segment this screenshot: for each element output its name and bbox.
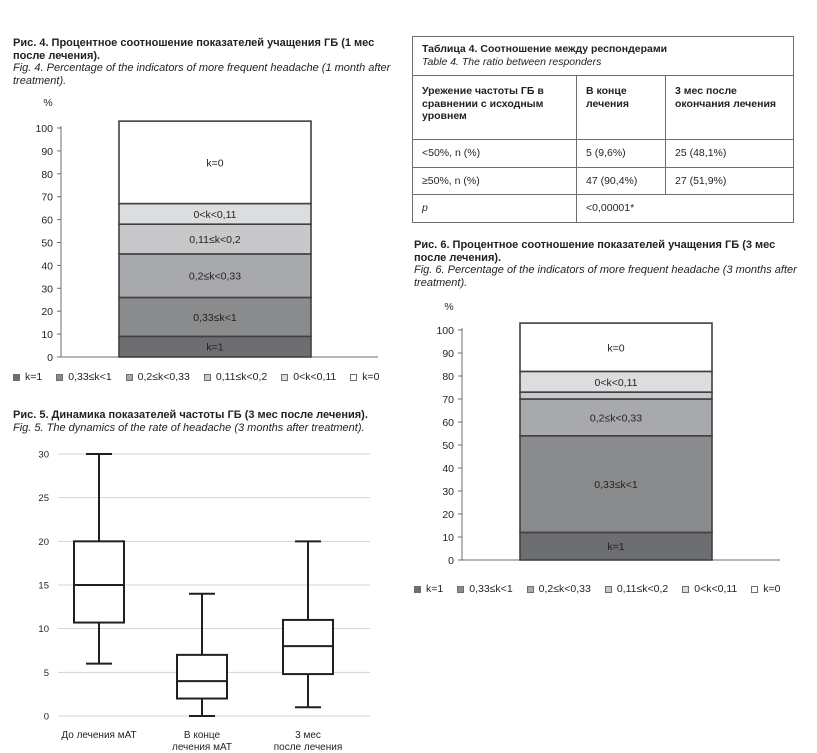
x-category-label: До лечения мАТ xyxy=(61,730,137,741)
fig4-caption xyxy=(13,37,398,87)
y-tick-label: 0 xyxy=(448,555,454,567)
y-tick-label: 15 xyxy=(38,580,49,592)
y-tick-label: 80 xyxy=(41,168,53,181)
y-tick-label: 5 xyxy=(43,667,49,679)
legend-swatch xyxy=(527,586,534,593)
table4-p-value: <0,00001* xyxy=(577,195,794,223)
table-row xyxy=(413,195,794,223)
legend-swatch xyxy=(751,586,758,593)
table4-header-cell: 3 мес после окончания лечения xyxy=(666,76,794,140)
fig6-legend xyxy=(414,583,795,595)
y-tick-label: 70 xyxy=(41,191,53,204)
legend-item xyxy=(605,583,668,595)
segment-label: 0,33≤k<1 xyxy=(594,479,638,492)
x-category-label: 3 мес после лечения xyxy=(273,730,343,750)
legend-item xyxy=(751,583,780,595)
y-tick-label: 20 xyxy=(41,306,53,319)
table4-header-cell: Урежение частоты ГБ в сравнении с исходным уровнем xyxy=(413,76,577,140)
segment-label: 0,11≤k<0,2 xyxy=(189,234,241,247)
fig4-chart xyxy=(0,95,400,365)
table4-cell: 27 (51,9%) xyxy=(666,167,794,195)
fig6-percent-label: % xyxy=(444,301,454,313)
legend-label: 0,11≤k<0,2 xyxy=(215,371,268,383)
fig5-chart xyxy=(0,440,400,750)
y-tick-label: 80 xyxy=(442,371,454,383)
segment-label: k=1 xyxy=(607,541,625,554)
legend-label: 0,2≤k<0,33 xyxy=(137,371,190,383)
bar-segment xyxy=(520,392,712,399)
table4-cell: ≥50%, n (%) xyxy=(413,167,577,195)
y-tick-label: 30 xyxy=(41,283,53,296)
box-iqr xyxy=(74,541,124,622)
legend-label: 0<k<0,11 xyxy=(293,371,337,383)
fig6-title-en: Fig. 6. Percentage of the indicators of more frequent headache (3 months after treatment). xyxy=(414,264,797,289)
legend-swatch xyxy=(204,374,211,381)
table4-p-label: p xyxy=(413,195,577,223)
legend-label: 0,33≤k<1 xyxy=(469,583,513,595)
y-tick-label: 60 xyxy=(41,214,53,227)
y-tick-label: 40 xyxy=(41,260,53,273)
y-tick-label: 10 xyxy=(38,624,49,636)
legend-swatch xyxy=(414,586,421,593)
y-tick-label: 100 xyxy=(35,123,53,135)
table4-title-row xyxy=(413,37,794,76)
y-tick-label: 0 xyxy=(43,711,49,723)
y-tick-label: 100 xyxy=(436,325,454,337)
y-tick-label: 20 xyxy=(38,536,49,548)
segment-label: k=0 xyxy=(607,342,625,355)
y-tick-label: 90 xyxy=(41,145,53,158)
fig5-title-ru: Рис. 5. Динамика показателей частоты ГБ (3 мес после лечения). xyxy=(13,409,368,421)
y-tick-label: 20 xyxy=(442,509,454,521)
legend-label: k=0 xyxy=(362,371,380,383)
y-tick-label: 10 xyxy=(442,532,454,544)
legend-item xyxy=(350,371,379,383)
legend-item xyxy=(281,371,336,383)
legend-swatch xyxy=(281,374,288,381)
legend-label: k=1 xyxy=(426,583,444,595)
fig5-title-en: Fig. 5. The dynamics of the rate of headache (3 months after treatment). xyxy=(13,421,365,434)
table-row xyxy=(413,167,794,195)
legend-label: k=0 xyxy=(763,583,781,595)
legend-item xyxy=(457,583,512,595)
legend-swatch xyxy=(56,374,63,381)
box-iqr xyxy=(177,655,227,699)
table4-title-cell xyxy=(413,37,794,76)
y-tick-label: 0 xyxy=(47,352,53,364)
fig4-title-en: Fig. 4. Percentage of the indicators of more frequent headache (1 month after treatment). xyxy=(13,62,391,87)
legend-item xyxy=(56,371,111,383)
y-tick-label: 10 xyxy=(41,329,53,342)
legend-swatch xyxy=(457,586,464,593)
table-row xyxy=(413,140,794,168)
table4-cell: <50%, n (%) xyxy=(413,140,577,168)
fig4-percent-label: % xyxy=(43,97,53,109)
y-tick-label: 90 xyxy=(442,348,454,360)
legend-item xyxy=(13,371,42,383)
segment-label: 0,33≤k<1 xyxy=(193,311,237,324)
legend-item xyxy=(414,583,443,595)
segment-label: k=1 xyxy=(206,341,224,354)
table4-cell: 47 (90,4%) xyxy=(577,167,666,195)
table4-cell: 25 (48,1%) xyxy=(666,140,794,168)
legend-item xyxy=(204,371,267,383)
y-tick-label: 40 xyxy=(442,463,454,475)
y-tick-label: 30 xyxy=(38,449,49,461)
legend-swatch xyxy=(605,586,612,593)
y-tick-label: 30 xyxy=(442,486,454,498)
legend-label: 0<k<0,11 xyxy=(694,583,738,595)
table4-cell: 5 (9,6%) xyxy=(577,140,666,168)
table4-header-cell: В конце лечения xyxy=(577,76,666,140)
y-tick-label: 50 xyxy=(41,237,53,250)
legend-swatch xyxy=(682,586,689,593)
legend-label: 0,11≤k<0,2 xyxy=(616,583,669,595)
y-tick-label: 70 xyxy=(442,394,454,406)
table4 xyxy=(412,36,794,223)
legend-swatch xyxy=(13,374,20,381)
segment-label: 0<k<0,11 xyxy=(594,376,638,389)
legend-label: k=1 xyxy=(25,371,43,383)
fig6-caption xyxy=(414,239,799,289)
fig4-legend xyxy=(13,371,394,383)
legend-item xyxy=(126,371,190,383)
fig4-title-ru: Рис. 4. Процентное соотношение показателей учащения ГБ (1 мес после лечения). xyxy=(13,37,375,62)
legend-label: 0,2≤k<0,33 xyxy=(538,583,591,595)
y-tick-label: 50 xyxy=(442,440,454,452)
table4-title-en: Table 4. The ratio between responders xyxy=(422,55,602,68)
segment-label: 0<k<0,11 xyxy=(193,208,237,221)
x-category-label: В конце лечения мАТ xyxy=(171,730,233,750)
legend-swatch xyxy=(350,374,357,381)
fig6-title-ru: Рис. 6. Процентное соотношение показателей учащения ГБ (3 мес после лечения). xyxy=(414,239,776,264)
legend-swatch xyxy=(126,374,133,381)
legend-item xyxy=(682,583,737,595)
fig5-caption xyxy=(13,409,398,434)
fig6-chart xyxy=(400,298,817,568)
legend-label: 0,33≤k<1 xyxy=(68,371,112,383)
y-tick-label: 60 xyxy=(442,417,454,429)
y-tick-label: 25 xyxy=(38,493,49,505)
segment-label: 0,2≤k<0,33 xyxy=(188,270,242,283)
table4-header-row xyxy=(413,76,794,140)
segment-label: 0,2≤k<0,33 xyxy=(589,412,643,425)
legend-item xyxy=(527,583,591,595)
table4-title-ru: Таблица 4. Соотношение между респондерами xyxy=(422,43,668,55)
segment-label: k=0 xyxy=(206,157,224,170)
